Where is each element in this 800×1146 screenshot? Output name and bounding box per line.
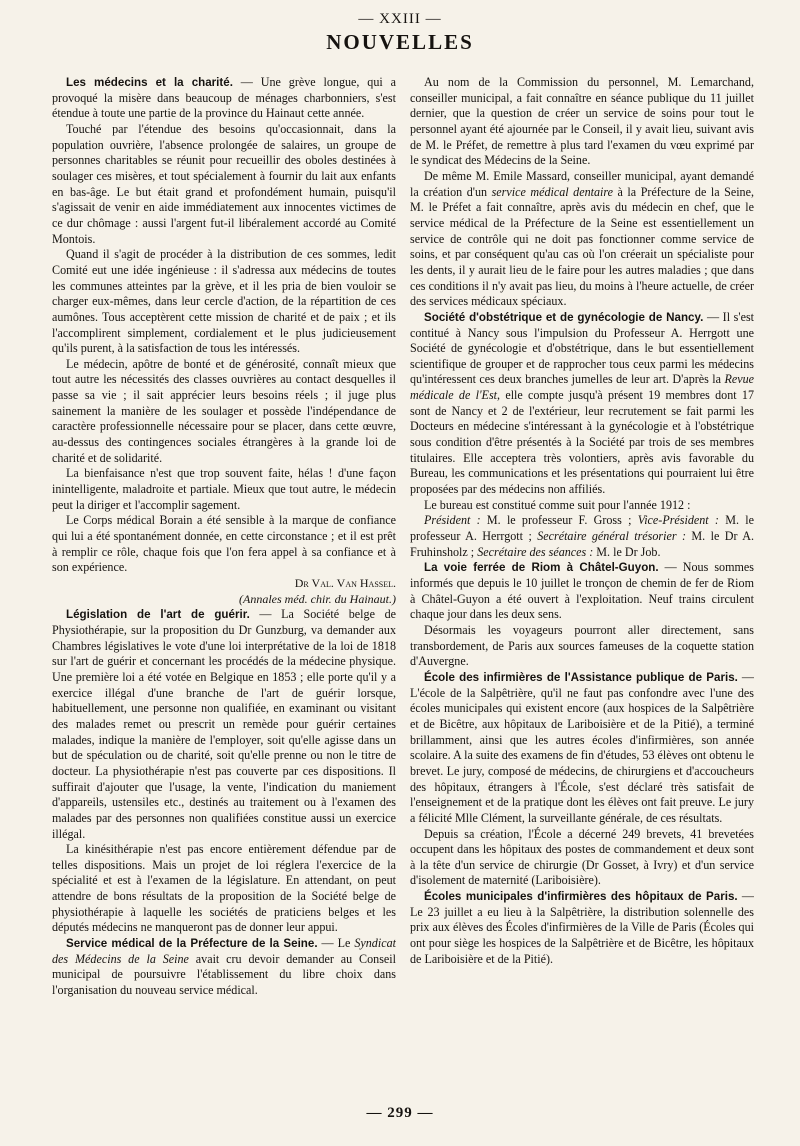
paragraph-text: — Il s'est contitué à Nancy sous l'impulsion du Professeur A. Herrgott une Société de gynécologie et d'obstétrique, dans le but essentiellement scientifique de grouper et de rapprocher tous ceux parmi les médecins qu'intéressent ces deux branches jumelles de leur art. D'après la [410, 309, 754, 387]
paragraph-text: — Le 23 juillet a eu lieu à la Salpêtrière, la distribution solennelle des prix aux élèves des Écoles d'infirmières de la Ville de Paris (Écoles qui ont pour siège les hospices de la Salpêtrière et de Bicêtre, les hôpitaux de Lariboisière et de la Pitié). [410, 889, 754, 966]
left-column [52, 75, 396, 1097]
article-charite [52, 75, 396, 122]
paragraph-text: — Le [317, 936, 355, 951]
section-title: NOUVELLES [326, 30, 474, 54]
paragraph [410, 169, 754, 310]
role-label: Secrétaire des séances : [477, 544, 594, 559]
article-ecoles-municipales [410, 889, 754, 967]
italic-text: service médical dentaire [491, 184, 614, 199]
paragraph-text: — Nous sommes informés que depuis le 10 juillet le tronçon de chemin de fer de Riom à Châtel-Guyon a été ouvert à l'exploitation. Neuf trains circulent chaque jour dans les deux sens. [410, 560, 754, 622]
article-heading: Société d'obstétrique et de gynécologie de Nancy. [424, 310, 704, 324]
author-signature: Dr Val. Van Hassel. [294, 576, 396, 590]
article-heading: Service médical de la Préfecture de la Seine. [66, 937, 318, 951]
paragraph: Quand il s'agit de procéder à la distribution de ces sommes, ledit Comité eut une idée ingénieuse : il s'adressa aux médecins de toutes les communes atteintes par la grève, et il les pria de bien vouloir se charger eux-mêmes, dans leur cercle d'action, de la répartition de ces aumônes. Tous acceptèrent cette mission de charité et de paix ; et ils l'accomplirent simplement, cordialement et le plus judicieusement qu'ils purent, à la satisfaction de tous les intéressés. [52, 247, 396, 356]
article-heading: Les médecins et la charité. [66, 76, 233, 89]
article-heading: Législation de l'art de guérir. [66, 608, 250, 622]
article-nancy [410, 310, 754, 498]
italic-text: Syndicat des Médecins de la Seine [52, 936, 396, 966]
article-legislation [52, 607, 396, 842]
article-service-medical [52, 936, 396, 999]
italic-text: Revue médicale de l'Est [410, 372, 754, 403]
paragraph: Le bureau est constitué comme suit pour l'année 1912 : [424, 497, 691, 512]
paragraph-text: De même M. Emile Massard, conseiller municipal, ayant demandé la création d'un [410, 168, 754, 199]
role-label: Président : [424, 513, 481, 528]
member-name: M. le professeur A. Herrgott ; [410, 513, 754, 544]
role-label: Secrétaire général trésorier : [537, 529, 686, 544]
paragraph: La bienfaisance n'est que trop souvent faite, hélas ! d'une façon inintelligente, maladroite et partiale. Mieux que tout autre, le médecin peut la diriger et l'accomplir sagement. [52, 466, 396, 512]
paragraph: Touché par l'étendue des besoins qu'occasionnait, dans la population ouvrière, l'absence prolongée de salaires, un groupe de personnes charitables se réunit pour recueillir des oboles destinées à soulager ces misères, et tout spécialement à fournir du lait aux enfants en bas-âge. Le but était grand et profondément humain, puisqu'il s'agissait de venir en aide immédiatement aux innocentes victimes de ce dur chômage : aussi l'argent fut-il libéralement accordé au Comité Montois. [52, 121, 396, 246]
page-number: — 299 — [366, 1105, 434, 1121]
page-header [0, 10, 800, 54]
paragraph: Le médecin, apôtre de bonté et de générosité, connaît mieux que tout autre les nécessités des classes ouvrières au contact desquelles il passe sa vie ; il sait apprécier leurs besoins réels ; il juge plus sainement la manière de les soulager et possède l'indépendance de caractère professionnelle nécessaire pour se placer, dans cette œuvre, au-dessus des contingences sociales étrangères à la grande loi de charité et de solidarité. [52, 356, 396, 465]
article-ecole-infirmieres [410, 670, 754, 827]
roman-folio: — XXIII — [358, 11, 442, 27]
article-heading: École des infirmières de l'Assistance publique de Paris. [424, 670, 738, 684]
paragraph: Depuis sa création, l'École a décerné 249 brevets, 41 brevetées occupent dans les hôpitaux des postes de commandement et deux sont à la tête d'un service de chirurgie (Dr Gosset, à Ivry) et d'un service d'isolement de maternité (Lariboisière). [410, 826, 754, 888]
member-name: M. le Dr Job. [593, 544, 661, 559]
paragraph-text: — La Société belge de Physiothérapie, sur la proposition du Dr Gunzburg, va demander aux Chambres législatives le vote d'une loi interprétative de la loi de 1818 sur l'art de guérir et concernant les procédés de la médecine physique. Une première loi a été votée en Belgique en 1853 ; elle porte qu'il y a exercice illégal d'une branche de l'art de guérir lorsque, habituellement, une personne non qualifiée, en examinant ou visitant des malades remet ou prescrit un remède pour guérir certaines malades, indique la manière de l'employer, soit qu'elle agisse dans un but de spéculation ou de charité, soit qu'elle prenne ou non le titre de docteur. La physiothérapie n'est pas couverte par ces dispositions. Il suffirait d'ajouter que l'usage, la vente, l'indication du maniement d'appareils, ustensiles etc., destinés au traitement ou à l'examen des malades par des personnes non qualifiées constitue aussi un exercice illégal. [52, 607, 396, 841]
paragraph-text: — Une grève longue, qui a provoqué la misère dans beaucoup de ménages charbonniers, s'est étendue à toute une partie de la province du Hainaut cette année. [52, 75, 396, 121]
paragraph-text: — L'école de la Salpêtrière, qu'il ne faut pas confondre avec l'une des écoles municipales qui existent encore (aux hospices de la Salpêtrière et de Bicêtre, aux hôpitaux de Lariboisière et de la Pitié), a terminé brillamment, ainsi que les autres écoles d'infirmières, son année scolaire. A la suite des examens de fin d'études, 53 élèves ont obtenu le brevet. Le jury, composé de médecins, de chirurgiens et d'accoucheurs des hôpitaux, étrangers à l'École, s'est déclaré très satisfait de l'enseignement et de la pratique dont les élèves ont fait preuve. Le jury a félicité Mlle Clément, la surveillante générale, de ces résultats. [410, 669, 754, 825]
paragraph-text: à la Préfecture de la Seine, M. le Préfet a fait connaître, après avis du médecin en chef, que le service médical de la Préfecture de la Seine est essentiellement un service de contrôle qui ne doit pas fonctionner comme service de soins, et par conséquent qu'au cas où l'on créerait un spécialiste pour les dents, il y aurait lieu de le faire pour les autres maladies ; que dans ces conditions il n'y avait pas lieu, du moins à l'heure actuelle, de créer des services médicaux spéciaux. [410, 184, 754, 309]
member-name: M. le professeur F. Gross ; [480, 513, 638, 528]
article-riom [410, 560, 754, 623]
article-heading: La voie ferrée de Riom à Châtel-Guyon. [424, 561, 659, 575]
right-column [410, 75, 754, 1097]
paragraph: La kinésithérapie n'est pas encore entièrement défendue par de telles dispositions. Mais un projet de loi réglera l'exercice de la spécialité et est à l'examen de la législature. En attendant, on peut attendre de bons résultats de la proposition de la Société belge de physiothérapie à laquelle les sociétés de praticiens belges et les députés médecins ne manqueront pas de donner leur appui. [52, 842, 396, 935]
paragraph: Désormais les voyageurs pourront aller directement, sans transbordement, de Paris aux sources fameuses de la coquette station d'Auvergne. [410, 622, 754, 669]
article-heading: Écoles municipales d'infirmières des hôpitaux de Paris. [424, 890, 738, 904]
paragraph: Le Corps médical Borain a été sensible à la marque de confiance qui lui a été spontanément donnée, en cette circonstance ; et il est prêt à remplir ce rôle, chaque fois que l'on fera appel à sa confiance et à son expérience. [52, 513, 396, 575]
bureau-list [410, 513, 754, 560]
role-label: Vice-Président : [637, 513, 719, 528]
paragraph-text: avait cru devoir demander au Conseil municipal de poursuivre l'établissement du libre choix dans l'organisation du nouveau service médical. [52, 951, 396, 998]
paragraph-text: , elle compte jusqu'à présent 19 membres dont 17 sont de Nancy et 2 de l'extérieur, leur recrutement se fait parmi les Docteurs en médecine s'intéressant à la gynécologie et à l'obstétrique sous condition d'être présentés à la Société par trois de ses membres titulaires. Elle acceptera très volontiers, après avis favorable du Bureau, les communications et les présentations qui pourraient lui être proposées par des médecins non affiliés. [410, 388, 754, 497]
member-name: M. le Dr A. Fruhinsholz ; [410, 529, 754, 559]
source-citation: (Annales méd. chir. du Hainaut.) [239, 591, 396, 606]
paragraph: Au nom de la Commission du personnel, M. Lemarchand, conseiller municipal, a fait connaître en séance publique du 11 juillet dernier, que la question de créer un service de soins pour tout le personnel ayant été ajournée par le Conseil, il y avait lieu, suivant avis de M. le Préfet, de remettre à plus tard l'examen du vœu exprimé par le syndicat des Médecins de la Seine. [410, 75, 754, 168]
